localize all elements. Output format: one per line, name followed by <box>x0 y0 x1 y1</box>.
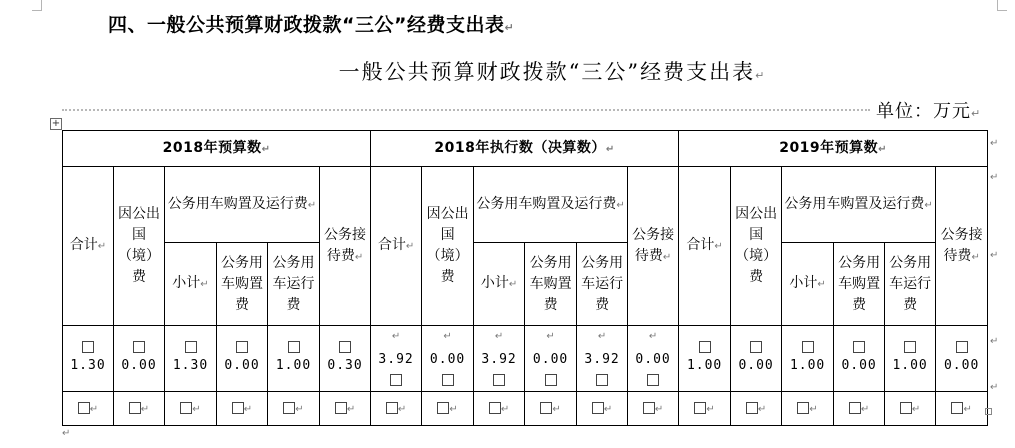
data-cell[interactable]: 1.30 <box>63 326 114 392</box>
empty-cell[interactable]: ↵ <box>63 392 114 426</box>
table-title <box>0 56 1015 86</box>
group-header: 2018年执行数（决算数）↵ <box>371 131 679 167</box>
unit-text: 单位：万元 <box>876 101 971 122</box>
table-row <box>63 326 988 392</box>
empty-cell[interactable]: ↵ <box>371 392 422 426</box>
expense-table <box>62 130 988 426</box>
page-margin-mark-top-left <box>32 0 42 11</box>
empty-cell[interactable]: ↵ <box>834 392 885 426</box>
empty-cell[interactable]: ↵ <box>628 392 679 426</box>
checkbox-icon <box>82 341 94 353</box>
checkbox-icon <box>904 341 916 353</box>
col-operation: 公务用车运行费 <box>885 243 936 326</box>
data-cell[interactable]: 1.00 <box>885 326 936 392</box>
col-abroad: 因公出国（境）费 <box>731 167 782 326</box>
col-abroad: 因公出国（境）费 <box>422 167 474 326</box>
section-heading <box>108 10 514 37</box>
row-end-mark-icon: ↵ <box>990 382 999 393</box>
checkbox-icon <box>283 402 295 414</box>
checkbox-icon <box>797 402 809 414</box>
col-purchase: 公务用车购置费 <box>217 243 268 326</box>
col-reception: 公务接待费↵ <box>628 167 679 326</box>
data-cell[interactable]: ↵ 3.92 <box>474 326 525 392</box>
empty-cell[interactable]: ↵ <box>525 392 577 426</box>
checkbox-icon <box>596 374 608 386</box>
data-cell[interactable]: 1.00 <box>268 326 320 392</box>
col-vehicle: 公务用车购置及运行费↵ <box>474 167 628 243</box>
section-heading-text: 四、一般公共预算财政拨款“三公”经费支出表 <box>108 14 505 36</box>
empty-cell[interactable]: ↵ <box>320 392 371 426</box>
table-title-text: 一般公共预算财政拨款“三公”经费支出表 <box>338 60 756 84</box>
column-header-row <box>63 167 988 243</box>
empty-cell[interactable]: ↵ <box>577 392 628 426</box>
checkbox-icon <box>647 374 659 386</box>
checkbox-icon <box>592 402 604 414</box>
empty-cell[interactable]: ↵ <box>474 392 525 426</box>
col-vehicle: 公务用车购置及运行费↵ <box>165 167 320 243</box>
checkbox-icon <box>493 374 505 386</box>
paragraph-mark-icon: ↵ <box>971 107 982 120</box>
col-purchase: 公务用车购置费 <box>834 243 885 326</box>
data-cell[interactable]: ↵ 0.00 <box>628 326 679 392</box>
checkbox-icon <box>288 341 300 353</box>
table-resize-handle[interactable] <box>985 408 992 415</box>
data-cell[interactable]: 0.30 <box>320 326 371 392</box>
checkbox-icon <box>951 402 963 414</box>
empty-cell[interactable]: ↵ <box>217 392 268 426</box>
col-subtotal: 小计↵ <box>165 243 217 326</box>
col-total: 合计↵ <box>679 167 731 326</box>
subcolumn-header-row <box>63 243 988 326</box>
row-end-mark-icon: ↵ <box>990 138 999 149</box>
checkbox-icon <box>339 341 351 353</box>
row-end-mark-icon: ↵ <box>990 336 999 347</box>
unit-label <box>876 97 981 123</box>
checkbox-icon <box>232 402 244 414</box>
checkbox-icon <box>540 402 552 414</box>
checkbox-icon <box>442 374 454 386</box>
col-total: 合计↵ <box>63 167 114 326</box>
group-header: 2019年预算数↵ <box>679 131 988 167</box>
checkbox-icon <box>133 341 145 353</box>
page-margin-mark-top-right <box>997 0 1007 11</box>
col-subtotal: 小计↵ <box>474 243 525 326</box>
document-end-mark-icon: ↵ <box>62 428 71 439</box>
group-header-row <box>63 131 988 167</box>
checkbox-icon <box>386 402 398 414</box>
checkbox-icon <box>390 374 402 386</box>
paragraph-mark-icon: ↵ <box>504 21 515 34</box>
data-cell[interactable]: 1.00 <box>679 326 731 392</box>
data-cell[interactable]: 0.00 <box>731 326 782 392</box>
checkbox-icon <box>849 402 861 414</box>
empty-cell[interactable]: ↵ <box>165 392 217 426</box>
data-cell[interactable]: 0.00 <box>834 326 885 392</box>
checkbox-icon <box>489 402 501 414</box>
data-cell[interactable]: ↵ 0.00 <box>525 326 577 392</box>
group-header: 2018年预算数↵ <box>63 131 371 167</box>
checkbox-icon <box>746 402 758 414</box>
checkbox-icon <box>129 402 141 414</box>
checkbox-icon <box>956 341 968 353</box>
col-reception: 公务接待费↵ <box>320 167 371 326</box>
empty-cell[interactable]: ↵ <box>782 392 834 426</box>
col-reception: 公务接待费↵ <box>936 167 988 326</box>
col-operation: 公务用车运行费 <box>268 243 320 326</box>
data-cell[interactable]: 0.00 <box>936 326 988 392</box>
dotted-leader <box>62 99 870 111</box>
checkbox-icon <box>335 402 347 414</box>
empty-cell[interactable]: ↵ <box>422 392 474 426</box>
empty-cell[interactable]: ↵ <box>731 392 782 426</box>
checkbox-icon <box>750 341 762 353</box>
checkbox-icon <box>643 402 655 414</box>
data-cell[interactable]: ↵ 0.00 <box>422 326 474 392</box>
col-operation: 公务用车运行费 <box>577 243 628 326</box>
checkbox-icon <box>185 341 197 353</box>
table-row <box>63 392 988 426</box>
data-cell[interactable]: 0.00 <box>217 326 268 392</box>
checkbox-icon <box>699 341 711 353</box>
checkbox-icon <box>180 402 192 414</box>
data-cell[interactable]: 0.00 <box>114 326 165 392</box>
data-cell[interactable]: 1.30 <box>165 326 217 392</box>
col-subtotal: 小计↵ <box>782 243 834 326</box>
col-vehicle: 公务用车购置及运行费↵ <box>782 167 936 243</box>
data-cell[interactable]: ↵ 3.92 <box>577 326 628 392</box>
checkbox-icon <box>694 402 706 414</box>
table-move-handle-icon[interactable]: + <box>51 118 61 129</box>
col-purchase: 公务用车购置费 <box>525 243 577 326</box>
data-cell[interactable]: ↵ 3.92 <box>371 326 422 392</box>
empty-cell[interactable]: ↵ <box>679 392 731 426</box>
col-abroad: 因公出国（境）费 <box>114 167 165 326</box>
data-cell[interactable]: 1.00 <box>782 326 834 392</box>
paragraph-mark-icon: ↵ <box>755 69 767 82</box>
checkbox-icon <box>900 402 912 414</box>
checkbox-icon <box>545 374 557 386</box>
checkbox-icon <box>437 402 449 414</box>
empty-cell[interactable]: ↵ <box>885 392 936 426</box>
empty-cell[interactable]: ↵ <box>114 392 165 426</box>
empty-cell[interactable]: ↵ <box>268 392 320 426</box>
empty-cell[interactable]: ↵ <box>936 392 988 426</box>
row-end-mark-icon: ↵ <box>990 172 999 183</box>
checkbox-icon <box>802 341 814 353</box>
col-total: 合计↵ <box>371 167 422 326</box>
checkbox-icon <box>853 341 865 353</box>
checkbox-icon <box>78 402 90 414</box>
checkbox-icon <box>236 341 248 353</box>
row-end-mark-icon: ↵ <box>990 250 999 261</box>
